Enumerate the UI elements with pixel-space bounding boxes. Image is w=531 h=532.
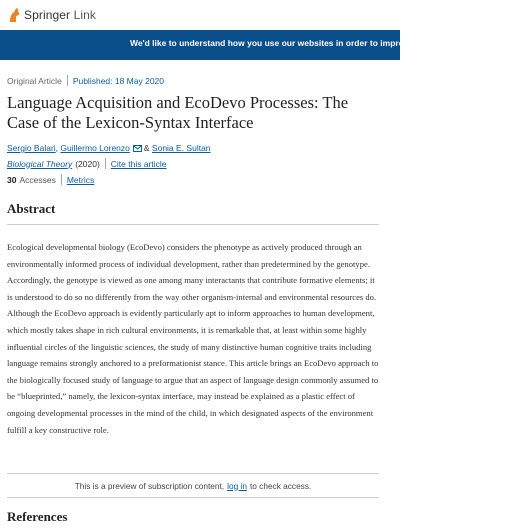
author-link[interactable]: Guillermo Lorenzo xyxy=(60,143,130,153)
article-meta xyxy=(7,75,379,86)
cite-article-link[interactable]: Cite this article xyxy=(110,158,167,169)
preview-suffix: to check access. xyxy=(249,480,312,491)
feedback-banner[interactable] xyxy=(0,30,531,60)
divider xyxy=(67,75,68,86)
springer-horse-icon xyxy=(7,7,21,23)
logo-text: Springer Link xyxy=(24,8,97,22)
references-heading[interactable]: References xyxy=(7,509,68,524)
divider xyxy=(105,158,106,169)
metrics-line xyxy=(7,174,379,185)
accesses-label: Accesses xyxy=(19,174,56,185)
journal-line xyxy=(7,158,379,169)
banner-text[interactable]: We'd like to understand how you use our websites in order to improve them. Register your interest. xyxy=(130,38,531,48)
journal-link[interactable]: Biological Theory xyxy=(7,158,73,169)
accesses-count: 30 xyxy=(7,174,17,185)
site-header xyxy=(0,0,400,30)
article-content xyxy=(7,60,379,438)
author-separator: & xyxy=(143,143,150,153)
springer-link-logo[interactable] xyxy=(7,7,96,23)
abstract-heading[interactable]: Abstract xyxy=(7,201,379,225)
preview-prefix: This is a preview of subscription content, xyxy=(74,480,225,491)
divider xyxy=(61,174,62,185)
article-type: Original Article xyxy=(7,75,62,86)
author-separator: , xyxy=(55,143,59,153)
subscription-preview-notice xyxy=(7,473,379,498)
author-link[interactable]: Sergio Balari xyxy=(7,143,56,153)
article-title: Language Acquisition and EcoDevo Processes: The Case of the Lexicon-Syntax Interface xyxy=(7,93,349,132)
published-date: Published: 18 May 2020 xyxy=(72,75,165,86)
author-list xyxy=(7,143,379,153)
mail-icon[interactable] xyxy=(133,145,142,152)
metrics-link[interactable]: Metrics xyxy=(66,174,95,185)
author-link[interactable]: Sonia E. Sultan xyxy=(151,143,211,153)
publication-year: (2020) xyxy=(75,158,100,169)
login-link[interactable]: log in xyxy=(227,480,247,491)
abstract-text: Ecological developmental biology (EcoDevo) considers the phenotype as actively produced through an environmentally informed process of individual development, rather than predetermined by the genotype. Accordingly, the genotype is viewed as one among many interactants that contribute formative elements; it is understood to do so no differently from the way other organism-internal and environmental resources do. Although the EcoDevo approach is evidently particularly apt to inform approaches to human development, which mostly takes shape in rich cultural environments, it is remarkable that, at least within some highly influential circles of the linguistic sciences, the study of many distinctive human cognitive traits including language remains strongly anchored to a preformationist stance. This article brings an EcoDevo approach to the biologically focused study of language to argue that an aspect of language design commonly assumed to be “blueprinted,” namely, the lexicon-syntax interface, may instead be explained as a plastic effect of ongoing developmental processes in the mind of the child, in which designated aspects of the environment fulfill a key constructive role. xyxy=(7,242,379,435)
